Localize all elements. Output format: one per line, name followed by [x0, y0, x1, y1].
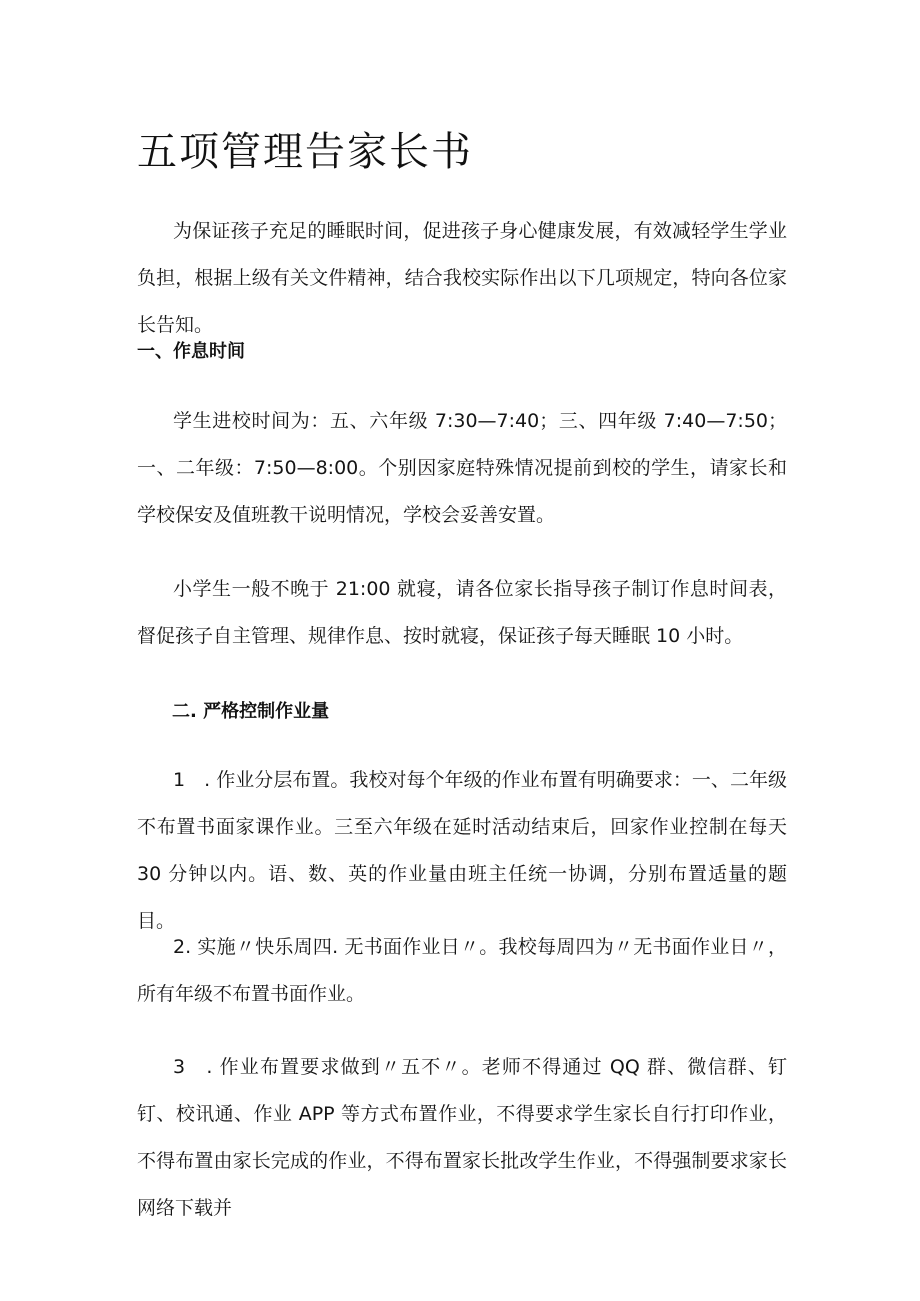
schedule-paragraph-2: 小学生一般不晚于 21:00 就寝，请各位家长指导孩子制订作息时间表，督促孩子自主管理、规律作息、按时就寝，保证孩子每天睡眠 10 小时。 — [137, 578, 787, 647]
homework-paragraph-1: 1 . 作业分层布置。我校对每个年级的作业布置有明确要求：一、二年级不布置书面家课作业。三至六年级在延时活动结束后，回家作业控制在每天 30 分钟以内。语、数、英的作业量由班主任统一协调，分别布置适量的题目。 — [137, 769, 787, 932]
section-heading-homework: 二. 严格控制作业量 — [172, 701, 330, 722]
homework-paragraph-2: 2. 实施〃快乐周四. 无书面作业日〃。我校每周四为〃无书面作业日〃，所有年级不布置书面作业。 — [137, 936, 787, 1005]
intro-paragraph: 为保证孩子充足的睡眠时间，促进孩子身心健康发展，有效减轻学生学业负担，根据上级有关文件精神，结合我校实际作出以下几项规定，特向各位家长告知。 — [137, 220, 787, 336]
homework-paragraph-3: 3 . 作业布置要求做到〃五不〃。老师不得通过 QQ 群、微信群、钉钉、校讯通、作业 APP 等方式布置作业，不得要求学生家长自行打印作业，不得布置由家长完成的作业，不得布置家长批改学生作业，不得强制要求家长网络下载并 — [137, 1056, 787, 1219]
section-heading-schedule: 一、作息时间 — [137, 341, 245, 362]
document-title: 五项管理告家长书 — [137, 129, 473, 175]
schedule-paragraph-1: 学生进校时间为：五、六年级 7:30—7:40；三、四年级 7:40—7:50；一、二年级：7:50—8:00。个别因家庭特殊情况提前到校的学生，请家长和学校保安及值班教干说明情况，学校会妥善安置。 — [137, 410, 787, 526]
